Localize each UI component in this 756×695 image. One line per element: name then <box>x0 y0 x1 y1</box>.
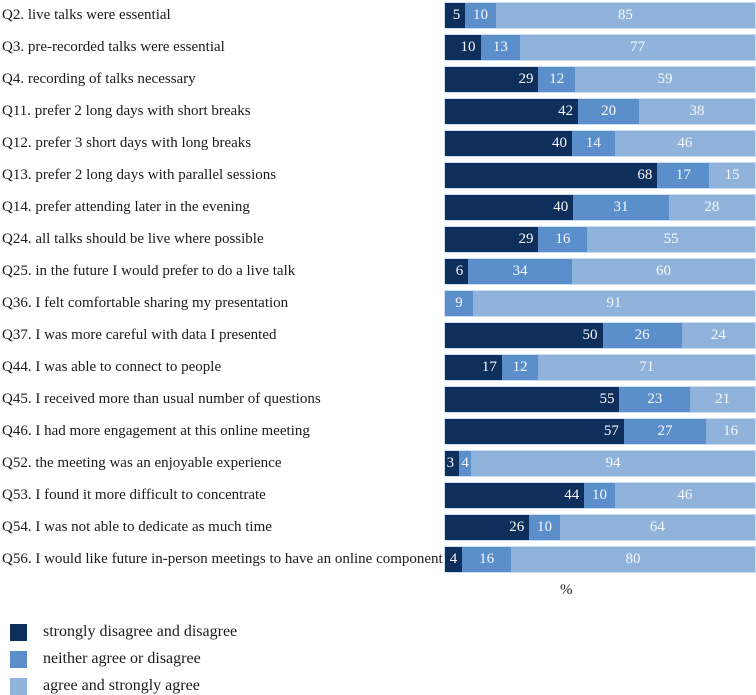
segment-agree <box>690 387 755 412</box>
chart-row <box>0 98 756 125</box>
segment-disagree <box>445 195 573 220</box>
category-label: Q56. I would like future in-person meetings to have an online component <box>2 551 443 567</box>
category-label: Q2. live talks were essential <box>2 7 171 23</box>
chart-row <box>0 194 756 221</box>
stacked-bar <box>444 322 756 349</box>
stacked-bar <box>444 386 756 413</box>
segment-neutral <box>502 355 539 380</box>
segment-agree <box>496 3 755 28</box>
legend-swatch-neutral-icon <box>10 651 27 668</box>
value-label: 34 <box>512 263 528 279</box>
stacked-bar <box>444 482 756 509</box>
segment-neutral <box>624 419 706 444</box>
value-label: 17 <box>675 167 691 183</box>
stacked-bar <box>444 2 756 29</box>
stacked-bar <box>444 450 756 477</box>
category-label: Q4. recording of talks necessary <box>2 71 196 87</box>
chart-row <box>0 322 756 349</box>
value-label: 16 <box>479 551 495 567</box>
segment-neutral <box>468 259 572 284</box>
value-label: 4 <box>461 455 469 471</box>
category-label: Q54. I was not able to dedicate as much time <box>2 519 272 535</box>
category-label: Q3. pre-recorded talks were essential <box>2 39 225 55</box>
category-label: Q14. prefer attending later in the evening <box>2 199 250 215</box>
legend-item-disagree <box>10 623 756 641</box>
stacked-bar <box>444 162 756 189</box>
segment-agree <box>682 323 755 348</box>
value-label: 9 <box>455 295 463 311</box>
segment-neutral <box>481 35 521 60</box>
chart-row <box>0 386 756 413</box>
value-label: 16 <box>723 423 739 439</box>
segment-neutral <box>459 451 471 476</box>
segment-agree <box>471 451 755 476</box>
value-label: 44 <box>564 487 580 503</box>
value-label: 64 <box>649 519 665 535</box>
value-label: 68 <box>637 167 653 183</box>
value-label: 57 <box>603 423 619 439</box>
value-label: 31 <box>613 199 629 215</box>
segment-neutral <box>619 387 690 412</box>
value-label: 17 <box>481 359 497 375</box>
segment-disagree <box>445 419 624 444</box>
chart-row <box>0 34 756 61</box>
segment-neutral <box>462 547 511 572</box>
value-label: 40 <box>553 199 569 215</box>
value-label: 85 <box>617 7 633 23</box>
value-label: 21 <box>715 391 731 407</box>
legend <box>10 623 756 695</box>
segment-neutral <box>573 195 669 220</box>
segment-neutral <box>529 515 560 540</box>
value-label: 5 <box>452 7 461 23</box>
value-label: 40 <box>552 135 567 151</box>
segment-neutral <box>657 163 709 188</box>
segment-neutral <box>584 483 615 508</box>
value-label: 42 <box>558 103 574 119</box>
x-axis-label: % <box>560 582 573 598</box>
segment-neutral <box>572 131 615 156</box>
segment-neutral <box>578 99 639 124</box>
stacked-bar <box>444 226 756 253</box>
segment-neutral <box>603 323 682 348</box>
chart-row <box>0 546 756 573</box>
value-label: 10 <box>460 39 476 55</box>
segment-agree <box>473 291 755 316</box>
stacked-bar <box>444 546 756 573</box>
segment-neutral <box>538 227 587 252</box>
category-label: Q53. I found it more difficult to concentrate <box>2 487 266 503</box>
value-label: 12 <box>549 71 565 87</box>
segment-agree <box>560 515 755 540</box>
segment-agree <box>615 131 755 156</box>
category-label: Q46. I had more engagement at this online meeting <box>2 423 310 439</box>
value-label: 94 <box>605 455 621 471</box>
value-label: 71 <box>639 359 655 375</box>
category-label: Q52. the meeting was an enjoyable experience <box>2 455 282 471</box>
value-label: 10 <box>537 519 553 535</box>
value-label: 27 <box>657 423 673 439</box>
segment-disagree <box>445 131 572 156</box>
segment-disagree <box>445 323 603 348</box>
value-label: 10 <box>473 7 488 23</box>
segment-disagree <box>445 67 538 92</box>
legend-swatch-agree-icon <box>10 678 27 695</box>
segment-agree <box>538 355 755 380</box>
category-label: Q25. in the future I would prefer to do a live talk <box>2 263 296 279</box>
segment-disagree <box>445 3 465 28</box>
value-label: 24 <box>710 327 726 343</box>
value-label: 10 <box>591 487 607 503</box>
category-label: Q24. all talks should be live where possible <box>2 231 264 247</box>
stacked-bar <box>444 418 756 445</box>
chart-row <box>0 2 756 29</box>
category-label: Q45. I received more than usual number of questions <box>2 391 321 407</box>
value-label: 46 <box>677 135 693 151</box>
value-label: 55 <box>663 231 679 247</box>
chart-row <box>0 226 756 253</box>
value-label: 16 <box>555 231 571 247</box>
legend-item-agree <box>10 677 756 695</box>
segment-disagree <box>445 227 538 252</box>
chart-row <box>0 130 756 157</box>
value-label: 13 <box>492 39 508 55</box>
value-label: 77 <box>630 39 646 55</box>
value-label: 91 <box>606 295 622 311</box>
value-label: 23 <box>647 391 663 407</box>
category-label: Q12. prefer 3 short days with long breaks <box>2 135 252 151</box>
segment-agree <box>520 35 755 60</box>
segment-agree <box>615 483 755 508</box>
stacked-bar <box>444 514 756 541</box>
segment-disagree <box>445 547 462 572</box>
category-label: Q44. I was able to connect to people <box>2 359 222 375</box>
value-label: 59 <box>657 71 673 87</box>
category-label: Q13. prefer 2 long days with parallel sessions <box>2 167 277 183</box>
chart-row <box>0 354 756 381</box>
value-label: 12 <box>512 359 528 375</box>
segment-disagree <box>445 163 657 188</box>
segment-neutral <box>465 3 496 28</box>
chart-row <box>0 290 756 317</box>
value-label: 20 <box>601 103 617 119</box>
value-label: 4 <box>449 551 458 567</box>
stacked-bar <box>444 130 756 157</box>
value-label: 28 <box>704 199 720 215</box>
chart-row <box>0 258 756 285</box>
segment-agree <box>706 419 755 444</box>
stacked-bar <box>444 258 756 285</box>
segment-neutral <box>445 291 473 316</box>
value-label: 46 <box>677 487 693 503</box>
segment-agree <box>709 163 755 188</box>
legend-label-disagree: strongly disagree and disagree <box>43 623 238 640</box>
value-label: 15 <box>724 167 740 183</box>
segment-disagree <box>445 355 502 380</box>
segment-agree <box>639 99 755 124</box>
segment-agree <box>587 227 755 252</box>
segment-disagree <box>445 451 459 476</box>
stacked-bar <box>444 194 756 221</box>
chart-row <box>0 162 756 189</box>
category-label: Q11. prefer 2 long days with short breaks <box>2 103 251 119</box>
value-label: 80 <box>625 551 641 567</box>
segment-agree <box>572 259 755 284</box>
stacked-bar <box>444 290 756 317</box>
segment-agree <box>669 195 755 220</box>
segment-disagree <box>445 259 468 284</box>
legend-swatch-disagree-icon <box>10 624 27 641</box>
value-label: 29 <box>518 231 534 247</box>
stacked-bar <box>444 354 756 381</box>
category-label: Q37. I was more careful with data I presented <box>2 327 277 343</box>
segment-disagree <box>445 99 578 124</box>
value-label: 26 <box>509 519 525 535</box>
chart-row <box>0 482 756 509</box>
value-label: 50 <box>582 327 598 343</box>
legend-label-agree: agree and strongly agree <box>43 677 200 694</box>
segment-disagree <box>445 35 481 60</box>
stacked-bar <box>444 66 756 93</box>
category-label: Q36. I felt comfortable sharing my presentation <box>2 295 289 311</box>
value-label: 55 <box>599 391 615 407</box>
chart-row <box>0 514 756 541</box>
segment-agree <box>575 67 755 92</box>
value-label: 3 <box>446 455 455 471</box>
value-label: 14 <box>585 135 601 151</box>
legend-item-neutral <box>10 650 756 668</box>
legend-label-neutral: neither agree or disagree <box>43 650 201 667</box>
chart-row <box>0 450 756 477</box>
segment-neutral <box>538 67 575 92</box>
stacked-bar <box>444 34 756 61</box>
segment-disagree <box>445 515 529 540</box>
segment-disagree <box>445 387 619 412</box>
value-label: 26 <box>634 327 650 343</box>
segment-agree <box>511 547 755 572</box>
value-label: 38 <box>689 103 705 119</box>
value-label: 29 <box>518 71 534 87</box>
chart-row <box>0 418 756 445</box>
stacked-bar <box>444 98 756 125</box>
value-label: 60 <box>656 263 671 279</box>
chart-row <box>0 66 756 93</box>
value-label: 6 <box>455 263 464 279</box>
segment-disagree <box>445 483 584 508</box>
